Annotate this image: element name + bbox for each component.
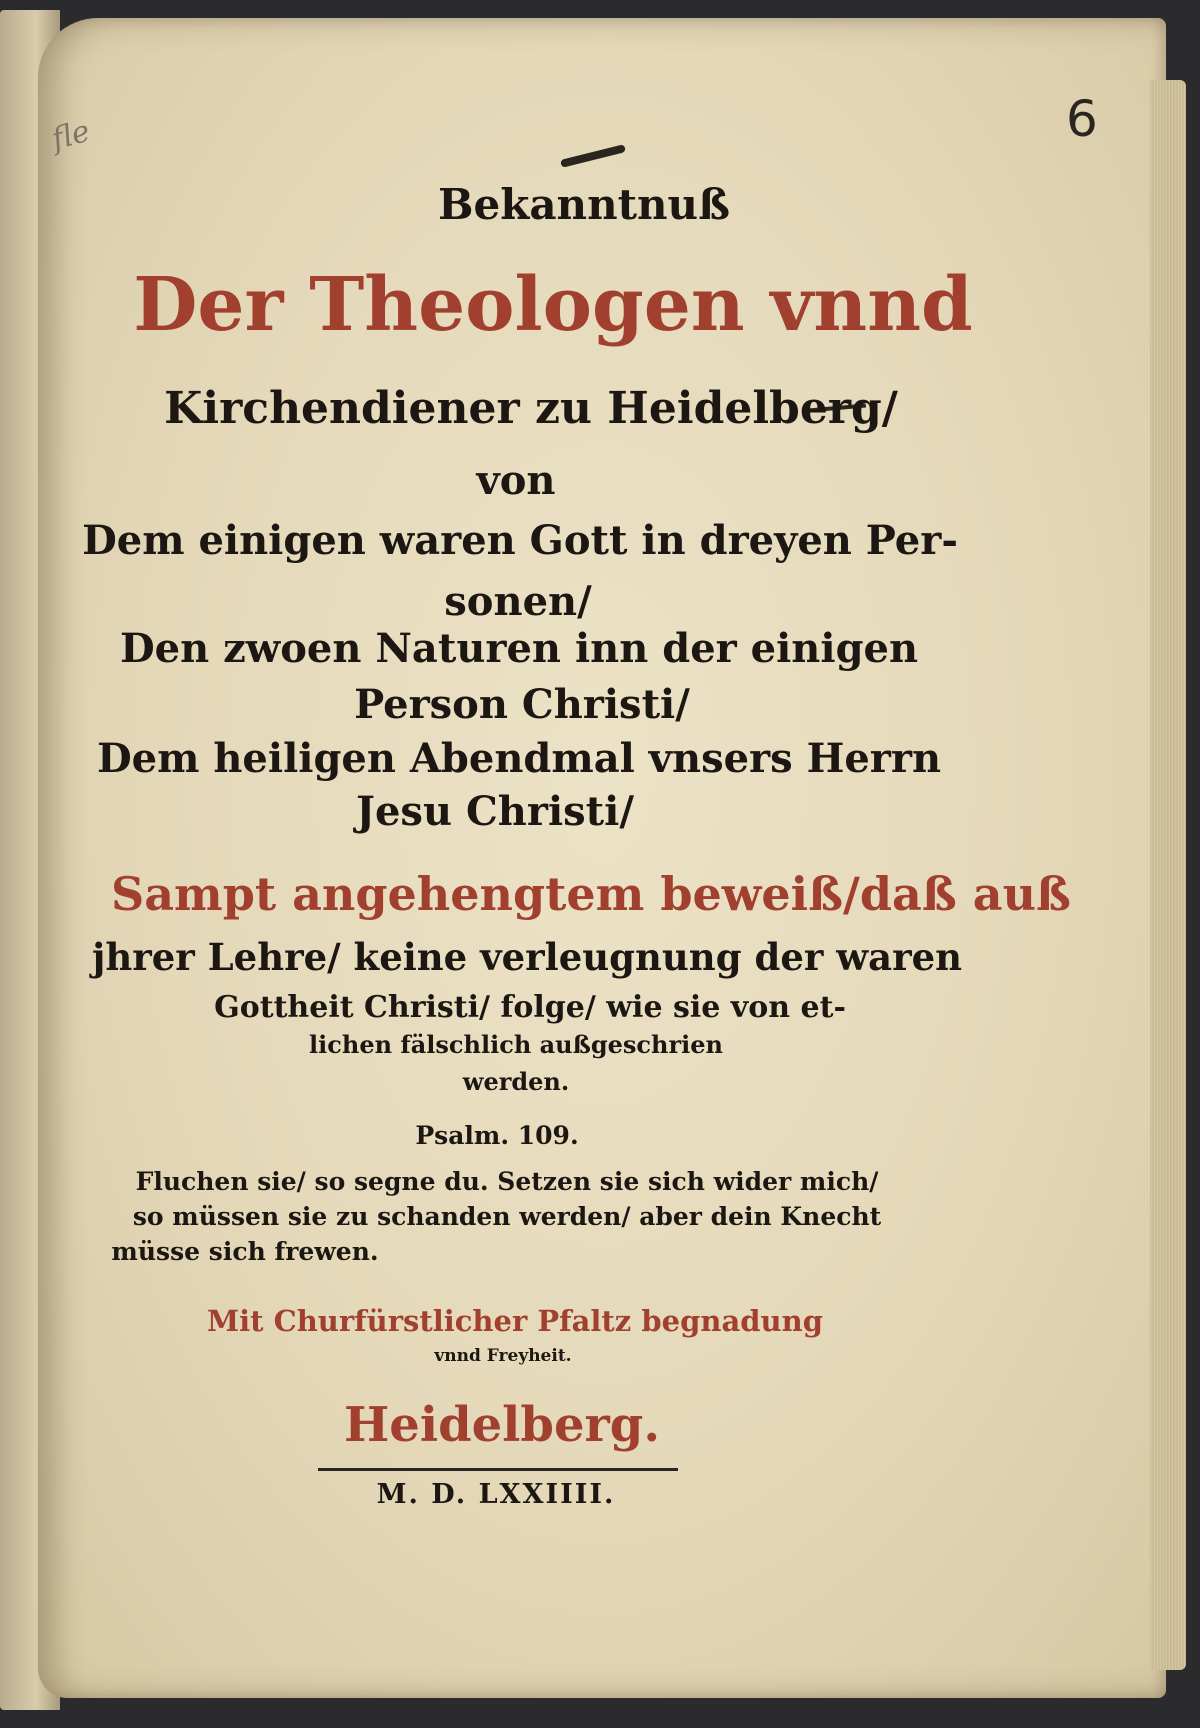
title-line-7: Den zwoen Naturen inn der einigen xyxy=(119,625,919,672)
title-line-2: Der Theologen vnnd xyxy=(133,262,973,348)
title-line-4: von xyxy=(476,457,556,504)
title-line-11: Sampt angehengtem beweiß/daß auß xyxy=(111,867,1071,921)
title-line-9: Dem heiligen Abendmal vnsers Herrn xyxy=(96,735,942,782)
imprint-place: Heidelberg. xyxy=(343,1397,661,1453)
title-line-14: lichen fälschlich außgeschrien xyxy=(309,1030,723,1059)
scripture-line-3: müsse sich frewen. xyxy=(111,1237,379,1266)
title-line-5: Dem einigen waren Gott in dreyen Per- xyxy=(82,517,958,564)
corner-annotation: fle xyxy=(48,113,94,158)
title-line-15: werden. xyxy=(462,1067,570,1096)
scripture-line-2: so müssen sie zu schanden werden/ aber dein Knecht xyxy=(132,1202,882,1231)
page-number: 6 xyxy=(1066,90,1098,148)
title-line-13: Gottheit Christi/ folge/ wie sie von et- xyxy=(214,990,846,1025)
scripture-line-1: Fluchen sie/ so segne du. Setzen sie sich wider mich/ xyxy=(135,1167,879,1196)
scripture-reference: Psalm. 109. xyxy=(415,1121,579,1150)
title-line-1: Bekanntnuß xyxy=(438,180,730,229)
title-line-10: Jesu Christi/ xyxy=(356,788,634,835)
title-line-12: jhrer Lehre/ keine verleugnung der waren xyxy=(91,935,963,979)
privilege-line-2: vnnd Freyheit. xyxy=(434,1346,572,1366)
title-line-6: sonen/ xyxy=(444,578,592,625)
title-line-3: Kirchendiener zu Heidelberg/ xyxy=(164,383,898,434)
imprint-rule xyxy=(318,1468,678,1471)
title-line-8: Person Christi/ xyxy=(354,681,690,728)
privilege-line-1: Mit Churfürstlicher Pfaltz begnadung xyxy=(207,1304,823,1338)
imprint-year: M. D. LXXIIII. xyxy=(376,1479,616,1510)
